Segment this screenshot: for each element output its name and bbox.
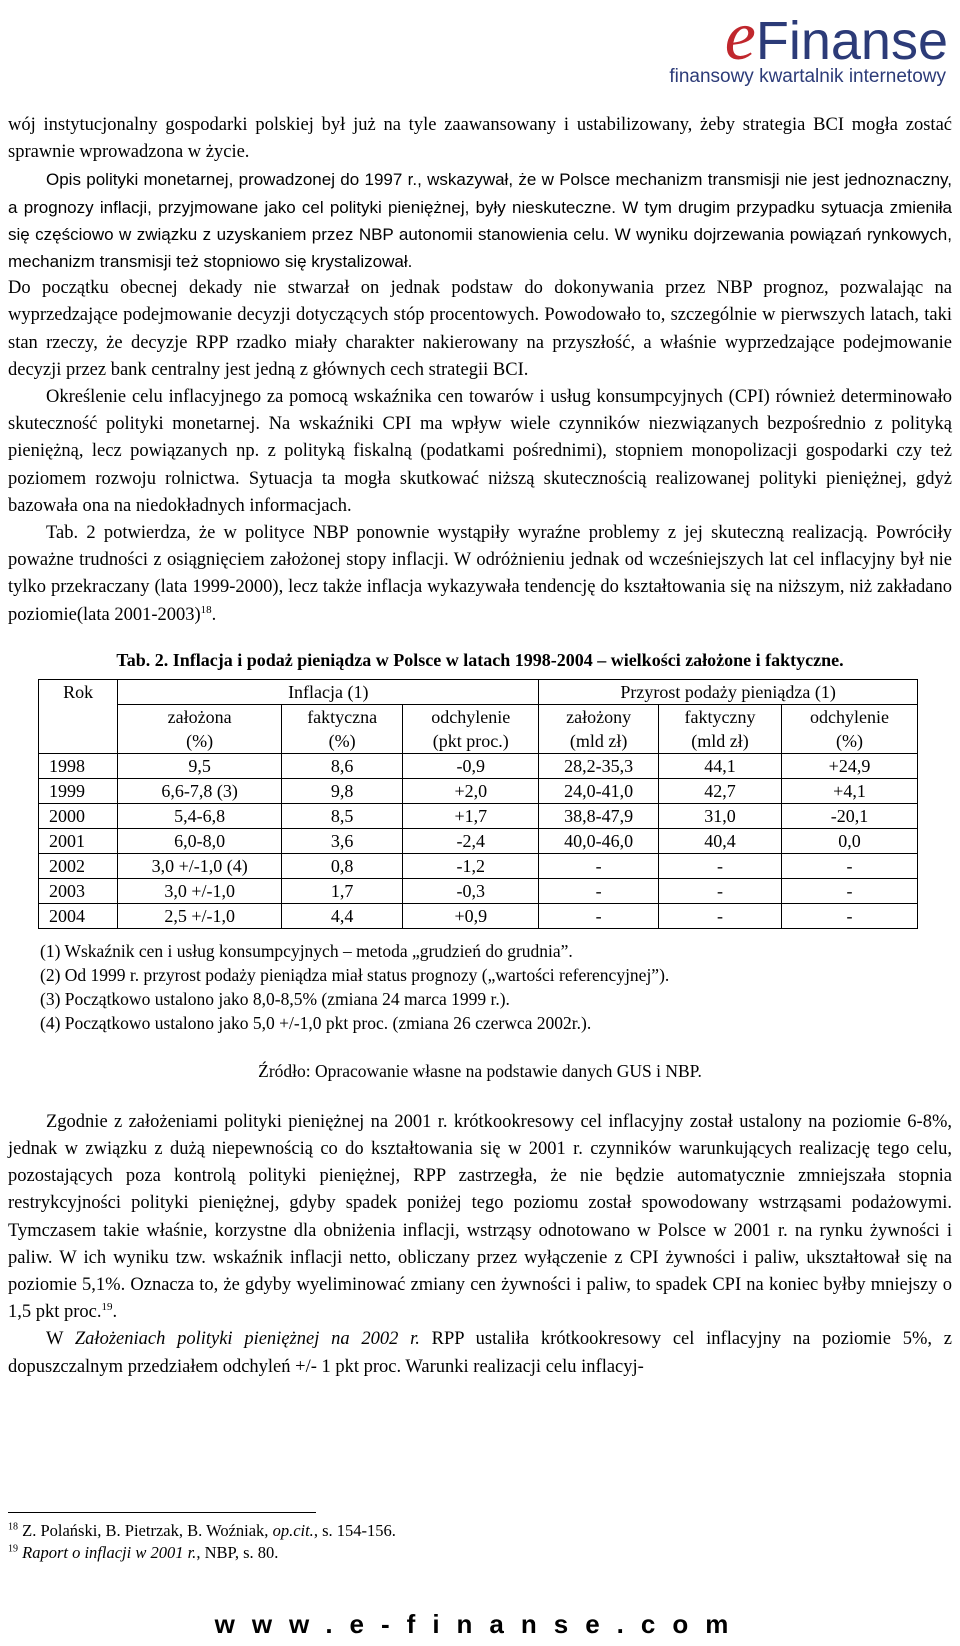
col-group-inflation: Inflacja (1)	[118, 679, 539, 704]
table-notes	[40, 939, 952, 1035]
footnote-18: $^{18}$ Z. Polański, B. Pietrzak, B. Woźniak, op.cit., s. 154-156.	[8, 1521, 396, 1540]
paragraph-4	[8, 520, 952, 629]
table-note: (3) Początkowo ustalono jako 8,0-8,5% (zmiana 24 marca 1999 r.).	[40, 988, 510, 1009]
footnote-ref-18[interactable]: 18	[200, 603, 212, 616]
logo-tagline: finansowy kwartalnik internetowy	[669, 66, 946, 87]
efinanse-logo	[669, 0, 952, 92]
table-row: 2004 2,5 +/-1,0 4,4 +0,9 - - -	[39, 903, 918, 928]
footnote-ref-19[interactable]: 19	[101, 1301, 113, 1314]
table-row: 1999 6,6-7,8 (3) 9,8 +2,0 24,0-41,0 42,7 +4,1	[39, 778, 918, 803]
footnote-divider	[8, 1512, 316, 1513]
paragraph-5-end: .	[112, 1302, 118, 1323]
subheader-cell: faktyczna (%)	[282, 704, 403, 753]
article-body	[8, 112, 952, 1381]
col-header-rok: Rok	[39, 679, 118, 753]
paragraph-3: Określenie celu inflacyjnego za pomocą wskaźnika cen towarów i usług konsumpcyjnych (CPI) również determinowało skuteczność polityki monetarnej. Na wskaźniki CPI ma wpływ wiele czynników niezwiązanych bezpośrednio z polityką pieniężną, lecz powiązanych np. z polityką fiskalną (podatkami pośrednimi), stopniem monopolizacji gospodarki czy też poziomem rozwoju rolnictwa. Sytuacja ta mogła skutkować niższą skutecznością realizowanej polityki pieniężnej, gdyż bazowała ona na niedokładnych informacjach.	[8, 387, 952, 516]
paragraph-2b: Do początku obecnej dekady nie stwarzał on jednak podstaw do dokonywania przez NBP prognoz, pozwalając na wyprzedzające podejmowanie decyzji dotyczących stóp procentowych. Powodowało to, szczególnie w pierwszych latach, taki stan rzeczy, że decyzje RPP rzadko miały charakter nakierowany na przyszłość, a właśnie wyprzedzające podejmowanie decyzji przez bank centralny jest jedną z głównych cech strategii BCI.	[8, 278, 952, 380]
table-row: 2001 6,0-8,0 3,6 -2,4 40,0-46,0 40,4 0,0	[39, 828, 918, 853]
site-url[interactable]: www.e-finanse.com	[214, 1609, 746, 1639]
after-table-text	[8, 1109, 952, 1381]
table-source: Źródło: Opracowanie własne na podstawie danych GUS i NBP.	[258, 1060, 702, 1081]
subheader-cell: odchylenie (pkt proc.)	[403, 704, 539, 753]
paragraph-4-text: Tab. 2 potwierdza, że w polityce NBP ponownie wystąpiły wyraźne problemy z jej skuteczną realizacją. Powróciły poważne trudności z osiągnięciem założonej stopy inflacji. W odróżnieniu jednak od wcześniejszych lat cel inflacyjny był nie tylko przekraczany (lata 1999-2000), lecz także inflacja wykazywała tendencję do kształtowania się na niższym, niż zakładano poziomie(lata 2001-2003)	[8, 523, 952, 625]
paragraph-1: wój instytucjonalny gospodarki polskiej był już na tyle zaawansowany i ustabilizowany, żeby strategia BCI mogła zostać sprawnie wprowadzona w życie.	[8, 115, 952, 163]
paragraph-6: W Założeniach polityki pieniężnej na 2002 r. RPP ustaliła krótkookresowy cel inflacyjny na poziomie 5%, z dopuszczalnym przedziałem odchyleń +/- 1 pkt proc. Warunki realizacji celu inflacyj-	[8, 1329, 952, 1377]
table-note: (1) Wskaźnik cen i usług konsumpcyjnych – metoda „grudzień do grudnia”.	[40, 940, 573, 961]
col-group-money-supply: Przyrost podaży pieniądza (1)	[539, 679, 918, 704]
inflation-table	[38, 679, 918, 929]
paragraph-4-end: .	[211, 604, 217, 625]
table-row: 2000 5,4-6,8 8,5 +1,7 38,8-47,9 31,0 -20,1	[39, 803, 918, 828]
subheader-cell: odchylenie (%)	[782, 704, 918, 753]
table-caption: Tab. 2. Inflacja i podaż pieniądza w Polsce w latach 1998-2004 – wielkości założone i faktyczne.	[116, 649, 844, 670]
logo-wordmark	[725, 2, 948, 76]
logo-e: e	[724, 0, 756, 75]
italic-title: Założeniach polityki pieniężnej na 2002 r.	[74, 1329, 420, 1350]
table-row: 2002 3,0 +/-1,0 (4) 0,8 -1,2 - - -	[39, 853, 918, 878]
subheader-cell: faktyczny (mld zł)	[659, 704, 782, 753]
table-note: (2) Od 1999 r. przyrost podaży pieniądza miał status prognozy („wartości referencyjnej”).	[40, 964, 670, 985]
paragraph-5	[8, 1109, 952, 1327]
paragraph-5-text: Zgodnie z założeniami polityki pieniężnej na 2001 r. krótkookresowy cel inflacyjny został ustalony na poziomie 6-8%, jednak w związku z dużą niepewnością co do kształtowania się w 2001 r. czynników warunkujących realizację tego celu, pozostających poza kontrolą polityki pieniężnej, RPP zastrzegła, że nie będzie automatycznie zmniejszała stopnia restrykcyjności polityki pieniężnej, gdyby spadek poniżej tego poziomu został spowodowany wstrząsami podażowymi. Tymczasem takie właśnie, korzystne dla obniżenia inflacji, wstrząsy odnotowano w Polsce w 2001 r. na rynku żywności i paliw. W ich wyniku tzw. wskaźnik inflacji netto, obliczany przez wyłączenie z CPI żywności i paliw, ukształtował się na poziomie 5,1%. Oznacza to, że gdyby wyeliminować zmiany cen żywności i paliw, to spadek CPI na koniec byłby mniejszy o 1,5 pkt proc.	[8, 1111, 952, 1323]
paragraph-2: Opis polityki monetarnej, prowadzonej do 1997 r., wskazywał, że w Polsce mechanizm transmisji nie jest jednoznaczny, a prognozy inflacji, przyjmowane jako cel polityki pieniężnej, były nieskuteczne. W tym drugim przypadku sytuacja zmieniła się częściowo w związku z uzyskaniem przez NBP autonomii stanowienia celu. W wyniku dojrzewania powiązań rynkowych, mechanizm transmisji też stopniowo się krystalizował.	[8, 170, 952, 272]
subheader-cell: założony (mld zł)	[539, 704, 659, 753]
table-note: (4) Początkowo ustalono jako 5,0 +/-1,0 pkt proc. (zmiana 26 czerwca 2002r.).	[40, 1012, 592, 1033]
footnote-19: $^{19}$ Raport o inflacji w 2001 r., NBP, s. 80.	[8, 1543, 279, 1562]
logo-word: Finanse	[755, 11, 948, 71]
footnotes	[8, 1520, 396, 1564]
subheader-cell: założona (%)	[118, 704, 282, 753]
table-row: 2003 3,0 +/-1,0 1,7 -0,3 - - -	[39, 878, 918, 903]
table-row: 1998 9,5 8,6 -0,9 28,2-35,3 44,1 +24,9	[39, 753, 918, 778]
